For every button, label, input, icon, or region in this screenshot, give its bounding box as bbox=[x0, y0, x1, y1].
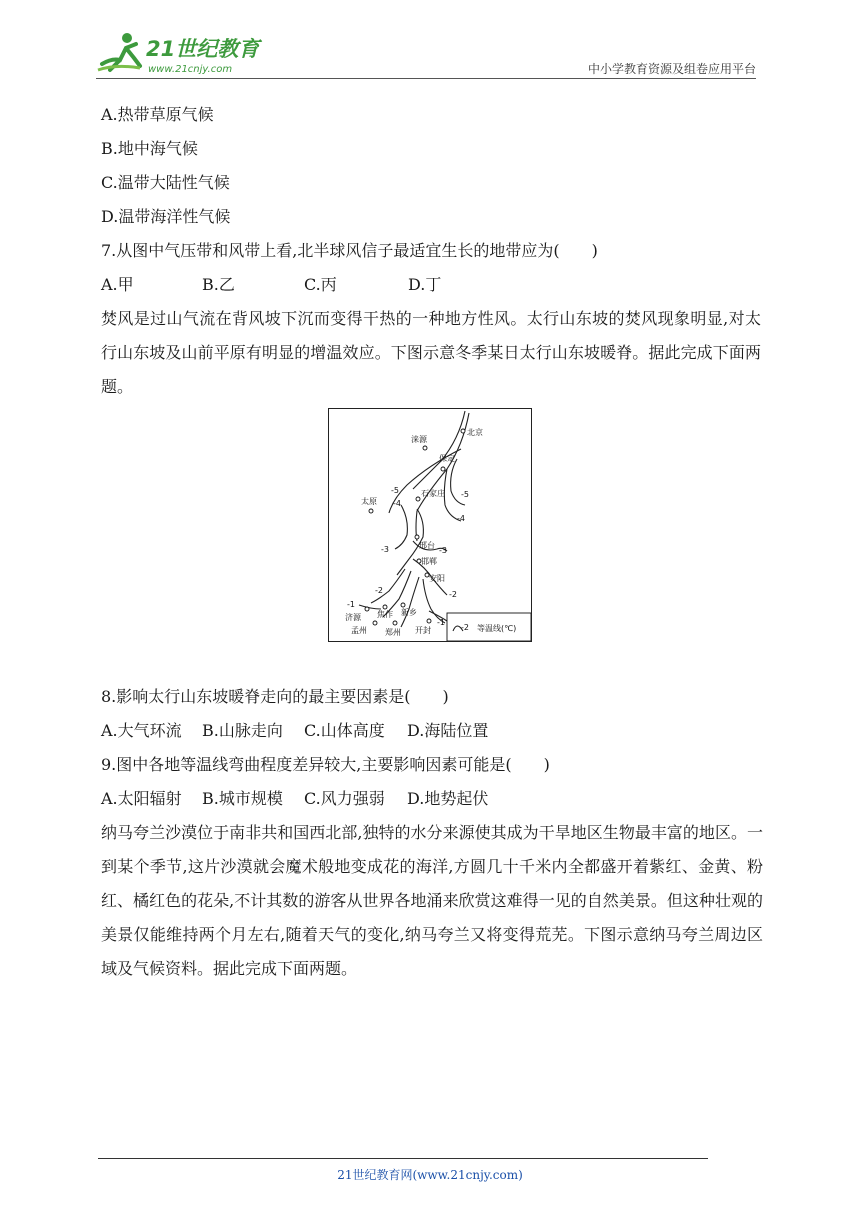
city-label-mengzhou: 孟州 bbox=[351, 626, 367, 635]
isotherm-line bbox=[401, 577, 419, 627]
legend-value: -2 bbox=[461, 623, 469, 632]
isotherm-label: -1 bbox=[437, 618, 445, 627]
city-marker-xinxiang bbox=[401, 603, 405, 607]
q6-option-c: C.温带大陆性气候 bbox=[101, 173, 230, 192]
city-marker-shijiazhuang bbox=[416, 497, 420, 501]
city-marker-jiyuan bbox=[365, 607, 369, 611]
city-label-shijiazhuang: 石家庄 bbox=[421, 489, 445, 498]
q6-option-d: D.温带海洋性气候 bbox=[101, 207, 231, 226]
site-logo[interactable] bbox=[96, 30, 266, 76]
q8-stem: 8.影响太行山东坡暖脊走向的最主要因素是( ) bbox=[101, 687, 449, 706]
isotherm-label: -1 bbox=[347, 600, 355, 609]
q8-option-c: C.山体高度 bbox=[304, 721, 385, 740]
isotherm-label: -3 bbox=[381, 545, 389, 554]
city-labels bbox=[345, 427, 483, 637]
isotherm-label: -5 bbox=[391, 486, 399, 495]
isotherm-label: -2 bbox=[449, 590, 457, 599]
city-label-taiyuan: 太原 bbox=[361, 497, 377, 506]
q7-option-d: D.丁 bbox=[408, 275, 442, 294]
isotherm-label: -4 bbox=[393, 499, 401, 508]
foehn-passage: 焚风是过山气流在背风坡下沉而变得干热的一种地方性风。太行山东坡的焚风现象明显,对太行山东坡及山前平原有明显的增温效应。下图示意冬季某日太行山东坡暖脊。据此完成下面两题。 bbox=[101, 309, 761, 396]
q9-option-c: C.风力强弱 bbox=[304, 789, 385, 808]
footer-divider bbox=[98, 1158, 708, 1159]
q7-stem: 7.从图中气压带和风带上看,北半球风信子最适宜生长的地带应为( ) bbox=[101, 241, 598, 260]
city-marker-kaifeng bbox=[427, 619, 431, 623]
q9-stem: 9.图中各地等温线弯曲程度差异较大,主要影响因素可能是( ) bbox=[101, 755, 550, 774]
logo-text: 21世纪教育 bbox=[146, 37, 260, 61]
city-label-xingtai: 邢台 bbox=[419, 541, 435, 550]
city-label-jiyuan: 济源 bbox=[345, 613, 361, 622]
q6-option-b: B.地中海气候 bbox=[101, 139, 198, 158]
city-marker-beijing bbox=[461, 429, 465, 433]
city-marker-jiaozuo bbox=[383, 605, 387, 609]
header-divider bbox=[96, 78, 756, 79]
city-label-handan: 邯郸 bbox=[421, 557, 437, 566]
city-marker-laiyuan bbox=[423, 446, 427, 450]
q9-option-a: A.太阳辐射 bbox=[101, 789, 182, 808]
page-header bbox=[96, 30, 756, 78]
q9-options bbox=[101, 782, 781, 816]
logo-url: www.21cnjy.com bbox=[148, 64, 233, 75]
city-label-baoding: 保定 bbox=[439, 454, 455, 463]
q9-option-d: D.地势起伏 bbox=[407, 789, 489, 808]
city-marker-mengzhou bbox=[373, 621, 377, 625]
isotherm-line bbox=[359, 605, 381, 609]
q7-option-a: A.甲 bbox=[101, 275, 134, 294]
q7-option-c: C.丙 bbox=[304, 275, 337, 294]
city-label-kaifeng: 开封 bbox=[415, 626, 431, 635]
city-marker-baoding bbox=[441, 467, 445, 471]
runner-icon bbox=[98, 33, 140, 70]
isotherm-labels bbox=[347, 486, 469, 627]
q8-option-b: B.山脉走向 bbox=[202, 721, 283, 740]
q7-options bbox=[101, 268, 781, 302]
isotherm-line bbox=[423, 579, 445, 623]
city-marker-xingtai bbox=[415, 535, 419, 539]
q9-option-b: B.城市规模 bbox=[202, 789, 283, 808]
isotherm-label: -3 bbox=[439, 546, 447, 555]
city-label-xinxiang: 新乡 bbox=[401, 608, 417, 617]
isotherm-map bbox=[328, 408, 532, 642]
isotherm-label: -5 bbox=[461, 490, 469, 499]
q7-option-b: B.乙 bbox=[202, 275, 235, 294]
city-label-beijing: 北京 bbox=[467, 428, 483, 437]
namaqua-passage: 纳马夸兰沙漠位于南非共和国西北部,独特的水分来源使其成为干旱地区生物最丰富的地区。一到某个季节,这片沙漠就会魔术般地变成花的海洋,方圆几十千米内全都盛开着紫红、金黄、粉红、橘红色的花朵,不计其数的游客从世界各地涌来欣赏这难得一见的自然美景。但这种壮观的美景仅能维持两个月左右,随着天气的变化,纳马夸兰又将变得荒芜。下图示意纳马夸兰周边区域及气候资料。据此完成下面两题。 bbox=[101, 823, 763, 978]
legend-text: 等温线(℃) bbox=[477, 624, 517, 633]
city-label-laiyuan: 涞源 bbox=[411, 435, 427, 444]
platform-name: 中小学教育资源及组卷应用平台 bbox=[587, 62, 756, 76]
city-marker-zhengzhou bbox=[393, 621, 397, 625]
footer-link[interactable]: 21世纪教育网(www.21cnjy.com) bbox=[337, 1168, 523, 1182]
q6-option-a: A.热带草原气候 bbox=[101, 105, 214, 124]
city-label-zhengzhou: 郑州 bbox=[385, 628, 401, 637]
q8-options bbox=[101, 714, 781, 748]
city-label-jiaozuo: 焦作 bbox=[377, 610, 393, 619]
isotherm-line bbox=[395, 505, 407, 549]
isotherm-label: -2 bbox=[375, 586, 383, 595]
q8-option-a: A.大气环流 bbox=[101, 721, 182, 740]
q8-option-d: D.海陆位置 bbox=[407, 721, 489, 740]
city-label-anyang: 安阳 bbox=[429, 574, 445, 583]
city-marker-taiyuan bbox=[369, 509, 373, 513]
map-legend bbox=[447, 613, 531, 641]
isotherm-label: -4 bbox=[457, 514, 465, 523]
